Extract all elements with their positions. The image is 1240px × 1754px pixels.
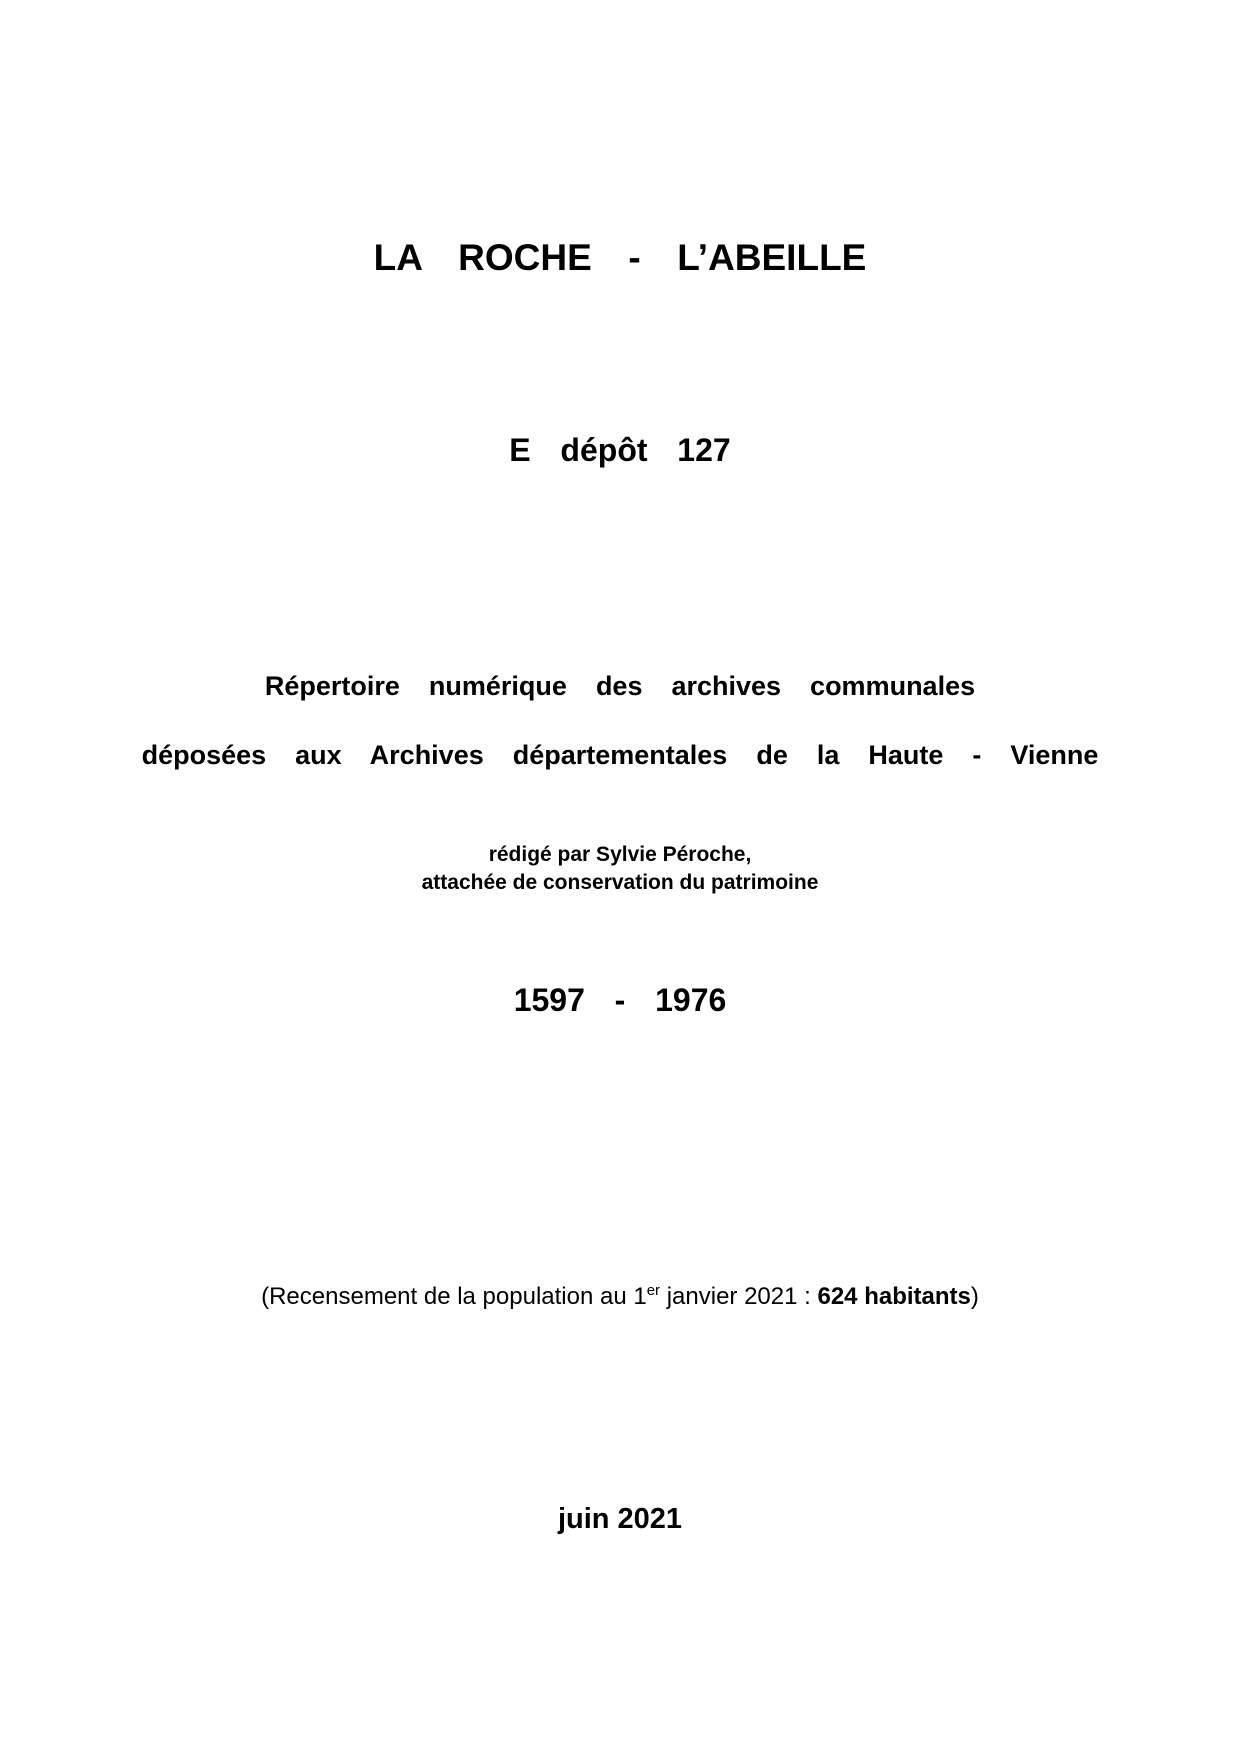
census-suffix: ): [970, 1283, 979, 1310]
author-line-1: rédigé par Sylvie Péroche,: [488, 843, 752, 866]
subtitle-line-1: Répertoire numérique des archives communales: [264, 671, 976, 701]
document-title: LA ROCHE - L’ABEILLE: [373, 237, 867, 278]
census-note: [0, 1282, 1240, 1312]
subtitle-line-2: déposées aux Archives départementales de la Haute - Vienne: [141, 740, 1099, 770]
census-superscript: er: [646, 1282, 661, 1299]
census-middle: janvier 2021 :: [660, 1283, 818, 1310]
census-population: 624 habitants: [817, 1283, 971, 1310]
publication-date: juin 2021: [557, 1503, 683, 1535]
date-range: 1597 - 1976: [513, 982, 727, 1018]
author-line-2: attachée de conservation du patrimoine: [421, 871, 819, 894]
census-prefix: (Recensement de la population au 1: [261, 1283, 647, 1310]
archive-reference: E dépôt 127: [509, 432, 731, 468]
